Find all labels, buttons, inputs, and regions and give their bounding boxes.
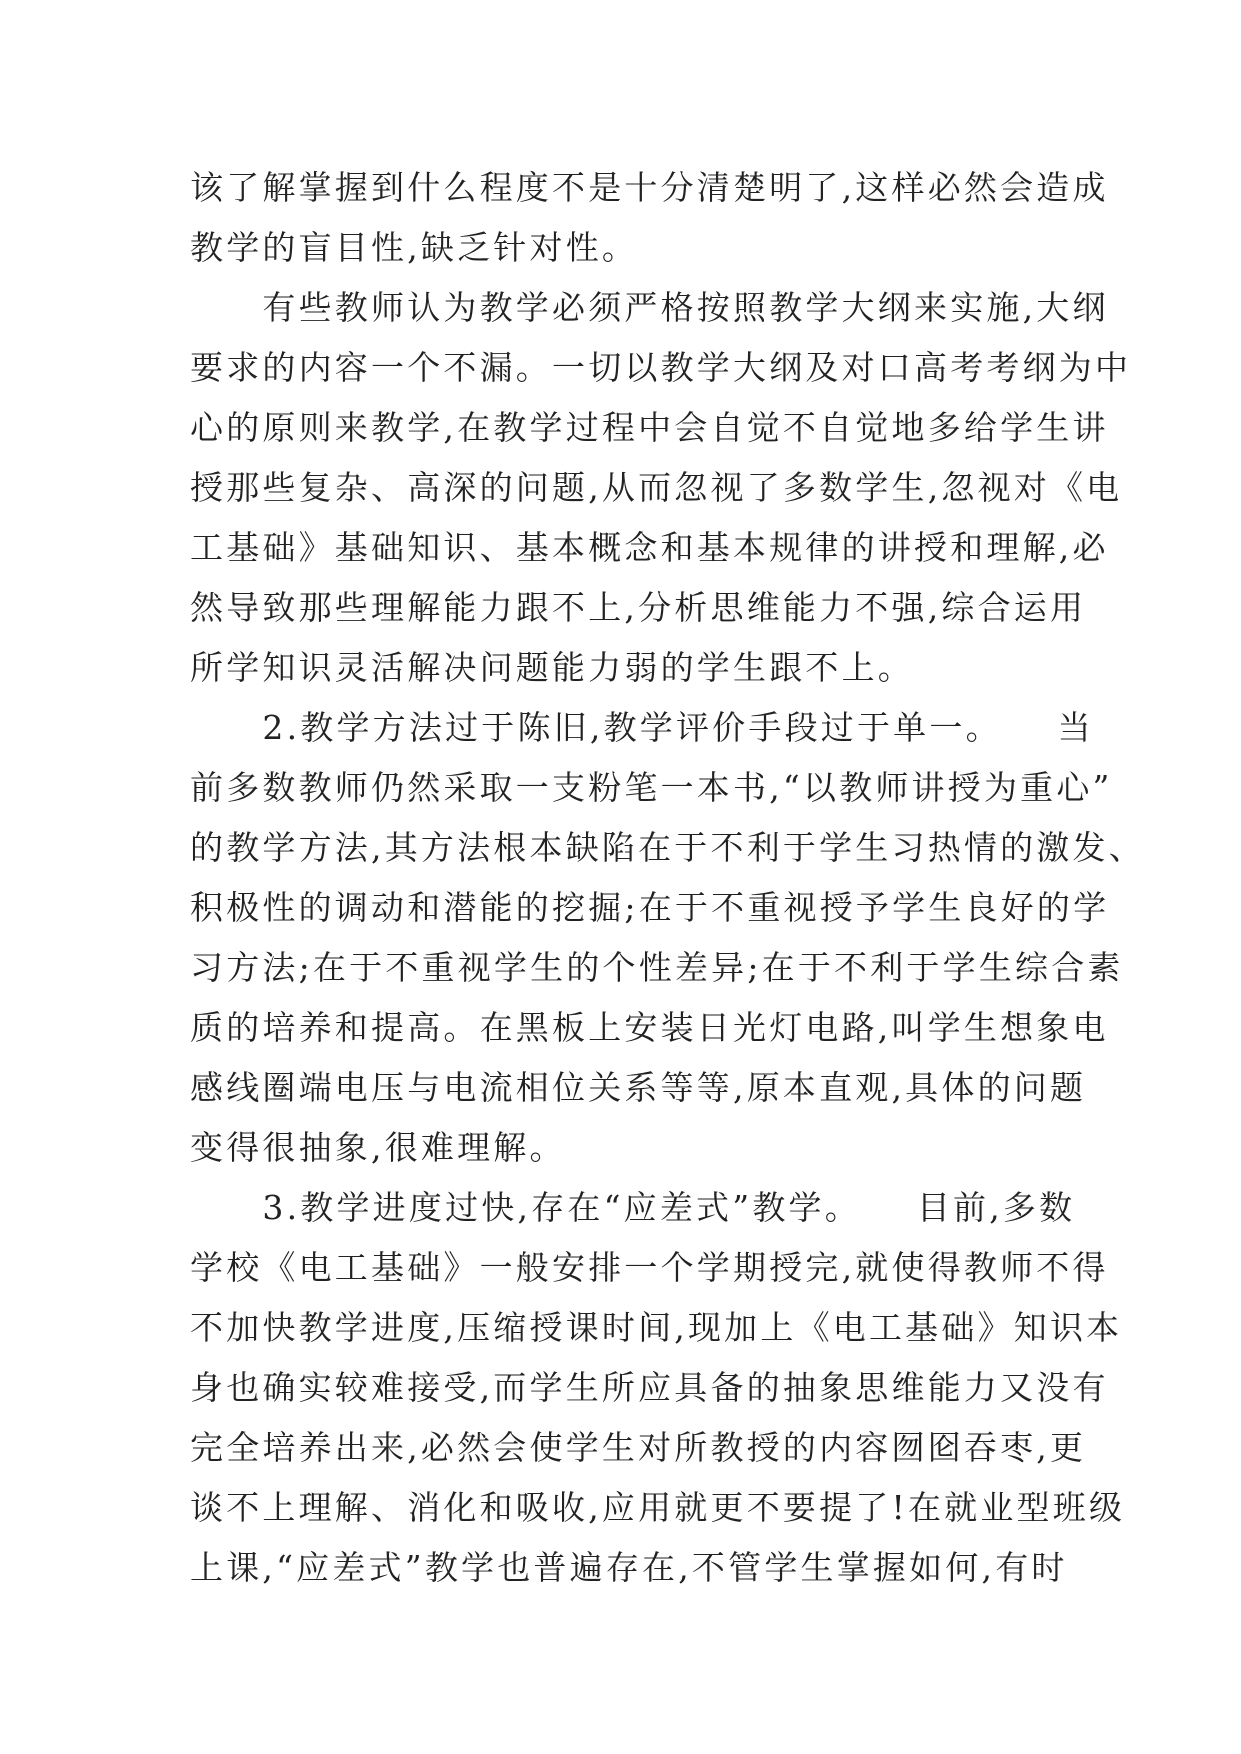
text-line: 感线圈端电压与电流相位关系等等,原本直观,具体的问题 bbox=[190, 1068, 1087, 1107]
text-line: 授那些复杂、高深的问题,从而忽视了多数学生,忽视对《电 bbox=[190, 468, 1123, 507]
text-line: 积极性的调动和潜能的挖掘;在于不重视授予学生良好的学 bbox=[190, 888, 1110, 927]
text-line: 要求的内容一个不漏。一切以教学大纲及对口高考考纲为中 bbox=[190, 348, 1132, 387]
text-line: 习方法;在于不重视学生的个性差异;在于不利于学生综合素 bbox=[190, 948, 1124, 987]
body-text bbox=[190, 158, 1145, 1598]
text-line: 教学的盲目性,缺乏针对性。 bbox=[190, 228, 639, 267]
text-line: 身也确实较难接受,而学生所应具备的抽象思维能力又没有 bbox=[190, 1368, 1109, 1407]
text-line: 质的培养和提高。在黑板上安装日光灯电路,叫学生想象电 bbox=[190, 1008, 1109, 1047]
text-line: 学校《电工基础》一般安排一个学期授完,就使得教师不得 bbox=[190, 1248, 1109, 1287]
text-line: 变得很抽象,很难理解。 bbox=[190, 1128, 566, 1167]
text-line: 谈不上理解、消化和吸收,应用就更不要提了!在就业型班级 bbox=[190, 1488, 1126, 1527]
text-line: 的教学方法,其方法根本缺陷在于不利于学生习热情的激发、 bbox=[190, 828, 1145, 867]
text-line: 2.教学方法过于陈旧,教学评价手段过于单一。 当 bbox=[190, 708, 1094, 747]
text-line: 上课,“应差式”教学也普遍存在,不管学生掌握如何,有时 bbox=[190, 1548, 1068, 1587]
text-line: 然导致那些理解能力跟不上,分析思维能力不强,综合运用 bbox=[190, 588, 1087, 627]
text-line: 该了解掌握到什么程度不是十分清楚明了,这样必然会造成 bbox=[190, 168, 1109, 207]
text-line: 所学知识灵活解决问题能力弱的学生跟不上。 bbox=[190, 648, 914, 687]
text-line: 不加快教学进度,压缩授课时间,现加上《电工基础》知识本 bbox=[190, 1308, 1123, 1347]
text-line: 有些教师认为教学必须严格按照教学大纲来实施,大纲 bbox=[190, 288, 1109, 327]
text-line: 工基础》基础知识、基本概念和基本规律的讲授和理解,必 bbox=[190, 528, 1109, 567]
text-line: 心的原则来教学,在教学过程中会自觉不自觉地多给学生讲 bbox=[190, 408, 1109, 447]
text-line: 前多数教师仍然采取一支粉笔一本书,“以教师讲授为重心” bbox=[190, 768, 1113, 807]
text-line: 3.教学进度过快,存在“应差式”教学。 目前,多数 bbox=[190, 1188, 1076, 1227]
text-line: 完全培养出来,必然会使学生对所教授的内容囫囵吞枣,更 bbox=[190, 1428, 1087, 1467]
